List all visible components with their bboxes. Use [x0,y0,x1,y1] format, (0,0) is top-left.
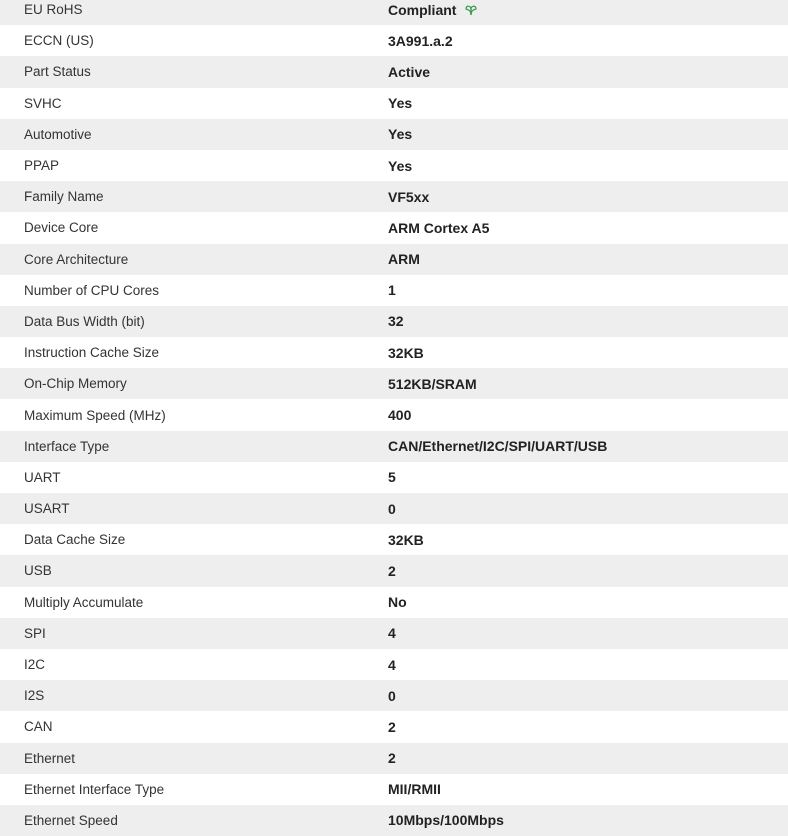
spec-row-max-speed [0,399,788,430]
spec-value: 2 [388,562,396,579]
spec-label: On-Chip Memory [24,376,127,392]
spec-value: 32KB [388,344,424,361]
spec-value: 5 [388,469,396,486]
spec-label: CAN [24,719,53,735]
spec-row-ethernet [0,743,788,774]
spec-label: EU RoHS [24,2,83,18]
spec-label: SPI [24,625,46,641]
spec-row-eccn [0,25,788,56]
spec-row-eu-rohs [0,0,788,25]
spec-value: Yes [388,157,413,174]
spec-row-spi [0,618,788,649]
spec-row-i2c [0,649,788,680]
spec-value: ARM [388,251,420,268]
spec-value: 2 [388,750,396,767]
spec-value: 3A991.a.2 [388,32,453,49]
spec-label: Core Architecture [24,251,129,267]
spec-row-multiply-accumulate [0,587,788,618]
spec-row-part-status [0,56,788,87]
spec-label: USB [24,563,52,579]
spec-row-usb [0,555,788,586]
spec-value: 4 [388,656,396,673]
spec-value: Yes [388,126,413,143]
spec-row-family-name [0,181,788,212]
spec-label: Part Status [24,64,91,80]
spec-value: 512KB/SRAM [388,375,477,392]
spec-label: Data Cache Size [24,532,126,548]
spec-row-device-core [0,212,788,243]
spec-value: No [388,594,407,611]
spec-value: Active [388,63,431,80]
spec-row-usart [0,493,788,524]
spec-label: I2C [24,657,46,673]
spec-label: Family Name [24,189,104,205]
spec-row-instruction-cache [0,337,788,368]
spec-value: 32KB [388,531,424,548]
spec-row-uart [0,462,788,493]
spec-row-data-bus-width [0,306,788,337]
spec-value: 400 [388,407,412,424]
spec-row-can [0,711,788,742]
spec-value: 4 [388,625,396,642]
spec-label: Instruction Cache Size [24,345,160,361]
spec-value: ARM Cortex A5 [388,219,490,236]
spec-label: I2S [24,688,45,704]
spec-label: Automotive [24,126,92,142]
spec-label: Ethernet Interface Type [24,781,165,797]
spec-label: Number of CPU Cores [24,282,160,298]
spec-row-ethernet-speed [0,805,788,836]
spec-label: PPAP [24,158,60,174]
spec-row-interface-type [0,431,788,462]
spec-value: MII/RMII [388,781,441,798]
spec-label: Device Core [24,220,99,236]
spec-value-container [388,2,788,18]
spec-value: 0 [388,687,396,704]
spec-label: Ethernet Speed [24,812,118,828]
spec-row-data-cache [0,524,788,555]
spec-row-svhc [0,88,788,119]
spec-value: 0 [388,500,396,517]
spec-label: Multiply Accumulate [24,594,144,610]
spec-label: USART [24,501,70,517]
spec-row-cpu-cores [0,275,788,306]
spec-label: Data Bus Width (bit) [24,313,145,329]
spec-label: UART [24,469,61,485]
spec-label: Ethernet [24,750,76,766]
spec-label: ECCN (US) [24,33,94,49]
spec-value: 10Mbps/100Mbps [388,812,504,829]
spec-value: 1 [388,282,396,299]
spec-row-automotive [0,119,788,150]
spec-value: 2 [388,718,396,735]
spec-value: VF5xx [388,188,430,205]
spec-value: Yes [388,95,413,112]
spec-value: CAN/Ethernet/I2C/SPI/UART/USB [388,438,608,455]
spec-row-on-chip-memory [0,368,788,399]
spec-value: Compliant [388,1,457,18]
spec-row-ppap [0,150,788,181]
spec-label: Interface Type [24,438,110,454]
spec-value: 32 [388,313,404,330]
spec-label: Maximum Speed (MHz) [24,407,166,423]
spec-row-core-architecture [0,244,788,275]
spec-row-ethernet-interface-type [0,774,788,805]
leaf-icon [464,4,478,16]
spec-label: SVHC [24,95,62,111]
spec-row-i2s [0,680,788,711]
